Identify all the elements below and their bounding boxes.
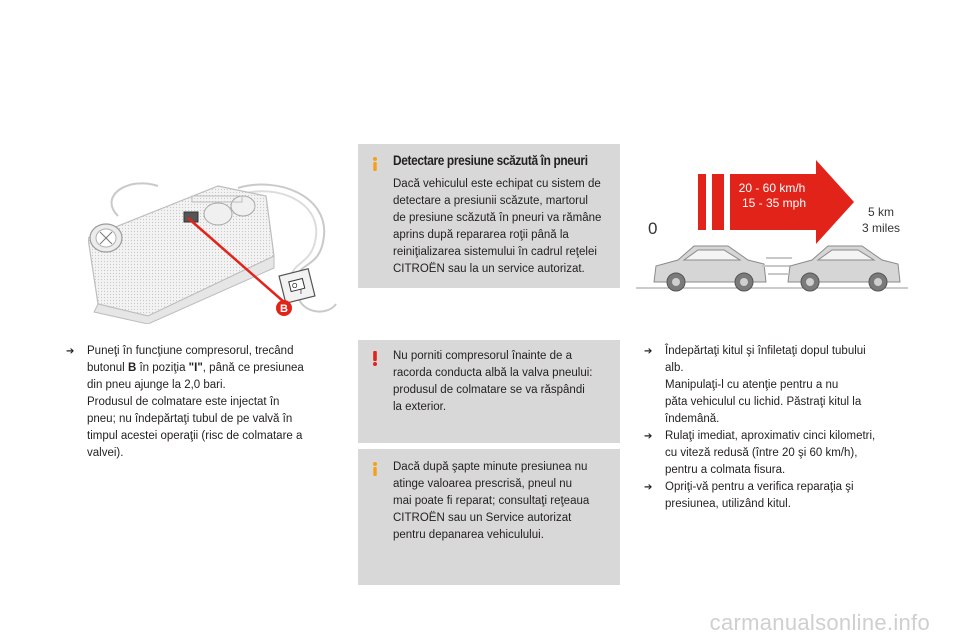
switch-mark-zero: O [292, 283, 298, 290]
watermark: carmanualsonline.info [709, 610, 930, 635]
panel-body: Dacă după şapte minute presiunea nu atinge valoarea prescrisă, pneul nu mai poate fi reparat; consultaţi reţeaua CITROËN sau un Service autorizat pentru depanarea vehiculului. [393, 461, 590, 541]
tpms-info-panel [358, 144, 620, 288]
distance-km-label: 5 km [868, 205, 895, 219]
left-bullet-item [64, 343, 336, 462]
info-icon [367, 461, 383, 477]
warning-panel [358, 340, 620, 443]
speed-kmh-label: 20 - 60 km/h [738, 181, 806, 195]
right-instructions [642, 343, 914, 513]
right-bullet-item: ➔ Opriţi-vă pentru a verifica reparaţia şi presiunea, utilizând kitul. [644, 481, 854, 510]
left-bullet-line: din pneu ajunge la 2,0 bari. [87, 379, 226, 391]
right-bullet-item: ➔ Rulaţi imediat, aproximativ cinci kilometri, cu viteză redusă (între 20 şi 60 km/h), pentru a colmata fisura. [644, 430, 876, 476]
panel-title: Detectare presiune scăzută în pneuri [393, 153, 588, 168]
switch-mark-one: I [300, 289, 302, 296]
left-instructions [64, 343, 336, 462]
warning-icon [367, 350, 383, 366]
left-bullet-line: pneu; nu îndepărtaţi tubul de pe valvă în [87, 413, 293, 425]
info-icon [367, 156, 383, 172]
left-bullet-line: Puneţi în funcţiune compresorul, trecând [87, 345, 294, 357]
left-bullet-line: butonul B în poziţia "I", până ce presiunea [87, 362, 304, 374]
right-bullet-item: ➔ Îndepărtaţi kitul şi înfiletaţi dopul tubului alb. Manipulaţi-l cu atenţie pentru a nu păta vehiculul cu lichid. Păstraţi kitul la îndemână. [644, 345, 866, 425]
left-bullet-line: Produsul de colmatare este injectat în [87, 396, 280, 408]
car-standing-icon [654, 246, 766, 291]
car-moving-icon [762, 246, 900, 291]
speed-distance-figure [636, 160, 908, 320]
start-zero-label: 0 [648, 219, 658, 238]
distance-miles-label: 3 miles [862, 221, 901, 235]
arrow-bullet-icon: ➔ [644, 431, 653, 442]
repair-kit-figure [88, 176, 338, 324]
speed-mph-label: 15 - 35 mph [741, 196, 807, 210]
arrow-bullet-icon: ➔ [644, 482, 653, 493]
pressure-info-panel [358, 449, 620, 585]
left-bullet-line: timpul acestei operaţii (risc de colmatare a [87, 430, 303, 442]
panel-body: Dacă vehiculul este echipat cu sistem de detectare a presiunii scăzute, martorul de presiune scăzută în pneuri va rămâne aprins după repararea roţii până la reiniţializarea sistemului în cadrul reţelei CITROËN sau la un service autorizat. [393, 178, 602, 275]
left-bullet-line: valvei). [87, 447, 124, 459]
panel-body: Nu porniti compresorul înainte de a racorda conducta albă la valva pneului: produsul de colmatare se va răspândi la exterior. [393, 350, 593, 413]
button-b-label: B [280, 303, 288, 315]
arrow-bullet-icon: ➔ [66, 346, 75, 357]
arrow-bullet-icon: ➔ [644, 346, 653, 357]
